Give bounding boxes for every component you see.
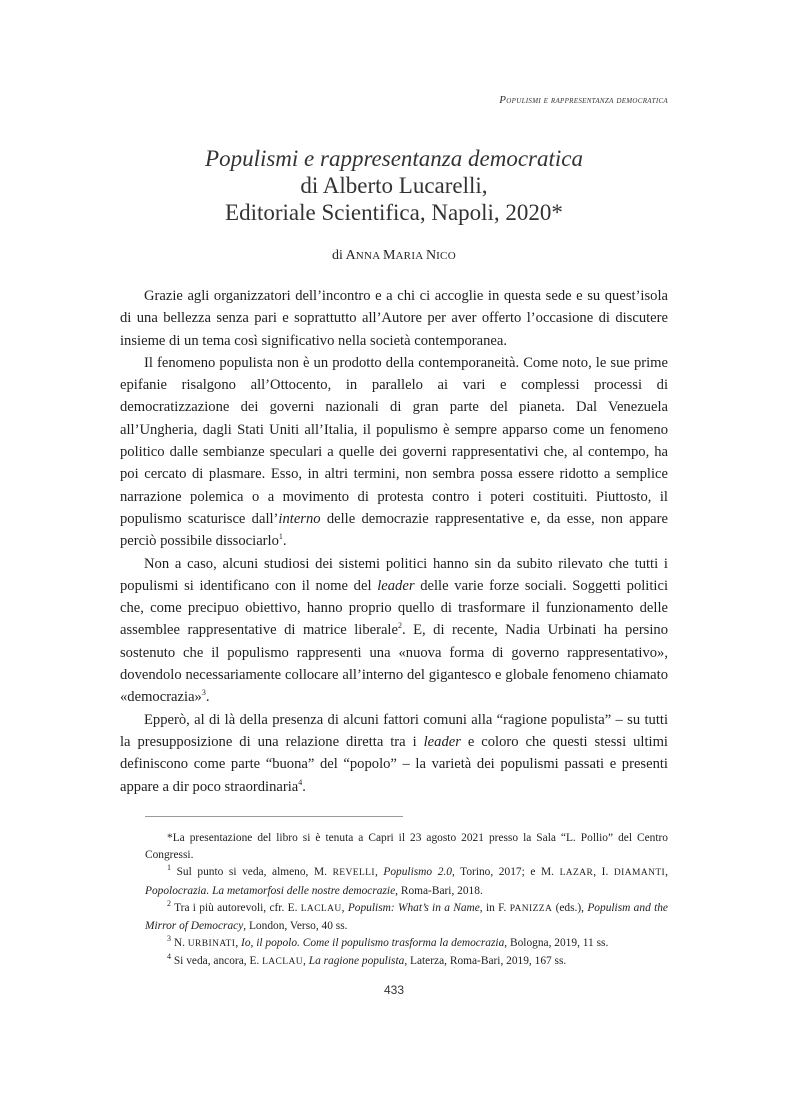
paragraph-3-emphasis: leader <box>377 577 415 594</box>
footnote-1-author-1: REVELLI <box>332 868 375 879</box>
paragraph-3 <box>120 553 668 709</box>
running-head <box>120 94 668 106</box>
footnote-2-text-d: (eds.), <box>552 901 588 914</box>
footnote-3-number: 3 <box>167 934 171 944</box>
author-middle-rest: ARIA <box>395 250 426 262</box>
paragraph-4 <box>120 709 668 798</box>
paragraph-1-text: Grazie agli organizzatori dell’incontro e a chi ci accoglie in questa sede e su quest’isola di una bellezza senza pari e soprattutto all’Autore per aver offerto l’occasione di discutere insieme di un tema così significativo nella società contemporanea. <box>120 288 668 349</box>
footnote-1-text-d: , I. <box>593 866 614 879</box>
footnote-4-text-c: , Laterza, Roma-Bari, 2019, 167 ss. <box>404 955 567 968</box>
footnote-2-text-e: , London, Verso, 40 ss. <box>243 920 348 933</box>
footnote-2-author-2: PANIZZA <box>509 903 553 914</box>
paragraph-2 <box>120 352 668 553</box>
footnote-4-text-b: , <box>303 955 309 968</box>
title-line-3: Editoriale Scientifica, Napoli, 2020* <box>225 200 563 225</box>
footnote-2-text-a: Tra i più autorevoli, cfr. E. <box>171 901 301 914</box>
footnote-4-number: 4 <box>167 952 171 962</box>
title-line-1: Populismi e rappresentanza democratica <box>205 146 583 171</box>
byline-prefix: di <box>332 248 346 263</box>
footnote-4-author-1: LACLAU <box>262 957 304 968</box>
author-first-initial: A <box>345 248 356 263</box>
paragraph-4-text-a: Epperò, al di là della presenza di alcuni fattori comuni alla “ragione populista” – su tutti la presupposizione di una relazione diretta tra i <box>120 711 668 750</box>
footnote-2-author-1: LACLAU <box>300 903 342 914</box>
footnote-2-text-c: , in F. <box>479 901 510 914</box>
footnote-1 <box>145 864 668 899</box>
article-title <box>120 145 668 226</box>
footnote-2-title-1: Populism: What’s in a Name <box>347 901 480 914</box>
author-last-rest: ICO <box>436 250 456 262</box>
footnote-3 <box>145 935 668 953</box>
footnote-3-title-1: Io, il popolo. Come il populismo trasforma la democrazia <box>241 937 505 950</box>
footnote-4 <box>145 953 668 971</box>
footnote-3-author-1: URBINATI <box>187 939 236 950</box>
running-head-initial: P <box>499 94 507 106</box>
author-byline <box>120 248 668 264</box>
author-last-initial: N <box>425 248 437 263</box>
footnote-2-number: 2 <box>167 899 171 909</box>
footnote-ref-4[interactable]: 4 <box>298 777 303 787</box>
paragraph-4-text-c: . <box>302 778 306 795</box>
paragraph-2-emphasis: interno <box>278 510 321 527</box>
paragraph-2-text-b: delle democrazie rappresentative e, da esse, non appare perciò possibile dissociarlo <box>120 510 669 550</box>
footnote-2-text-b: , <box>341 901 348 914</box>
footnote-1-text-a: Sul punto si veda, almeno, M. <box>171 866 333 879</box>
footnote-divider <box>145 816 403 817</box>
footnote-3-text-a: N. <box>171 937 188 950</box>
running-head-text: opulismi e rappresentanza democratica <box>506 96 668 106</box>
footnote-3-text-c: , Bologna, 2019, 11 ss. <box>504 937 609 950</box>
paragraph-4-text-b: e coloro che questi stessi ultimi definiscono come parte “buona” del “popolo” – la varietà dei populismi passati e presenti appare a dir poco straordinaria <box>120 733 668 795</box>
article-body <box>120 285 668 798</box>
author-middle-initial: M <box>382 248 396 263</box>
footnote-3-text-b: , <box>235 937 242 950</box>
paragraph-3-text-c: . E, di recente, Nadia Urbinati ha persino sostenuto che il populismo rappresenti una «nuova forma di governo rappresentativo», dovendolo necessariamente collocare all’interno del gigantesco e globale fenomeno chiamato «democrazia» <box>120 622 669 706</box>
footnote-2-title-2: Populism and the Mirror of Democracy <box>145 901 668 933</box>
author-first-rest: NNA <box>355 250 383 262</box>
footnote-ref-3[interactable]: 3 <box>201 688 206 698</box>
footnote-1-title-1: Populismo 2.0 <box>383 866 452 879</box>
footnote-1-text-c: , Torino, 2017; e M. <box>451 866 560 879</box>
paragraph-4-emphasis: leader <box>423 733 461 750</box>
paragraph-3-text-d: . <box>205 689 210 706</box>
footnotes <box>145 830 668 972</box>
footnote-ref-1[interactable]: 1 <box>278 532 283 542</box>
paragraph-2-text-a: Il fenomeno populista non è un prodotto della contemporaneità. Come noto, le sue prime epifanie risalgono all’Ottocento, in parallelo ai vari e complessi processi di democratizzazione dei governi nazionali di gran parte del pianeta. Dal Venezuela all’Ungheria, dagli Stati Uniti all’Italia, il populismo è sempre apparso come un fenomeno politico dalle sembianze speculari a quelle dei governi rappresentativi che, al contempo, ha poi cercato di plasmare. Esso, in altri termini, non sembra possa essere ridotto a semplice narrazione polemica o a movimento di protesta contro i poteri costituiti. Piuttosto, il populismo scaturisce dall’ <box>120 354 668 527</box>
footnote-star <box>145 830 668 864</box>
footnote-4-title-1: La ragione populista <box>308 955 405 968</box>
paragraph-3-text-b: delle varie forze sociali. Soggetti politici che, come precipuo obiettivo, hanno proprio quello di trasformare il funzionamento delle assemblee rappresentative di matrice liberale <box>120 577 669 639</box>
paragraph-1 <box>120 285 668 352</box>
footnote-1-author-3: DIAMANTI <box>613 868 666 879</box>
page-number: 433 <box>383 983 405 997</box>
footnote-ref-2[interactable]: 2 <box>397 621 402 631</box>
footnote-1-text-e: , <box>665 866 668 879</box>
footnote-star-text: *La presentazione del libro si è tenuta a Capri il 23 agosto 2021 presso la Sala “L. Pollio” del Centro Congressi. <box>145 832 668 862</box>
footnote-4-text-a: Si veda, ancora, E. <box>171 955 263 968</box>
footnote-1-text-f: , Roma-Bari, 2018. <box>395 884 483 897</box>
paragraph-3-text-a: Non a caso, alcuni studiosi dei sistemi politici hanno sin da subito rilevato che tutti i populismi si identificano con il nome del <box>120 555 668 594</box>
paragraph-2-text-c: . <box>282 533 287 550</box>
footnote-1-title-2: Popolocrazia. La metamorfosi delle nostre democrazie <box>145 884 396 897</box>
footnote-1-text-b: , <box>374 866 384 879</box>
footnote-2 <box>145 900 668 935</box>
footnote-1-number: 1 <box>167 863 171 873</box>
footnote-1-author-2: LAZAR <box>559 868 594 879</box>
title-line-2: di Alberto Lucarelli, <box>300 173 488 198</box>
